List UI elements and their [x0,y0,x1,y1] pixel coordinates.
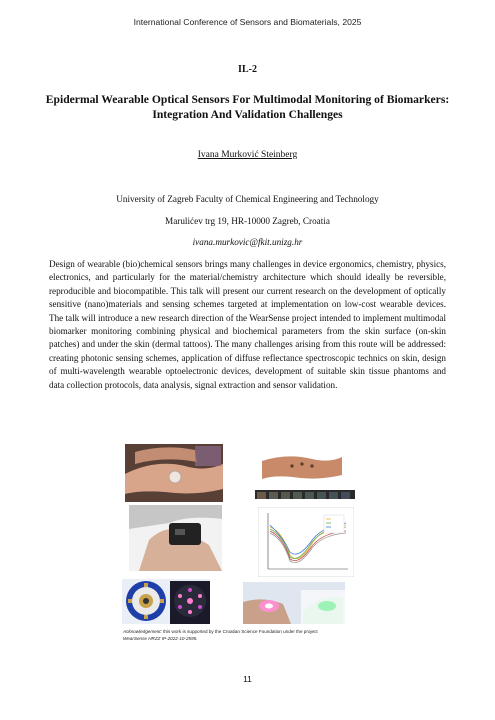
author-name: Ivana Murković Steinberg [197,150,298,160]
page-number: 11 [243,674,252,684]
skin-phantom-led-photo [243,582,345,624]
abstract-text: Design of wearable (bio)chemical sensors brings many challenges in device ergonomics, chemistry, physics, electronics, and particularly for the material/chemistry architecture which should ideally be reversible, reproducible and biocompatible. This talk will present our current research on the development of optically sensitive (nano)materials and sensing schemes targeted at implementation on low-cost wearable devices. The talk will introduce a new research direction of the WearSense project intended to implement multimodal biomarker monitoring combining physical and biochemical parameters from the skin surface (on-skin patches) and under the skin (dermal tattoos). The many challenges arising from this route will be addressed: creating photonic sensing schemes, application of diffuse reflectance spectroscopic technics on skin, design of multi-wavelength wearable optoelectronic devices, development of suitable skin tissue phantoms and data collection protocols, data analysis, signal extraction and sensor validation. [49,259,446,390]
abstract-code: IL-2 [238,64,257,75]
address: Marulićev trg 19, HR-10000 Zagreb, Croatia [165,216,330,226]
acknowledgement-project: WearSense HRZZ IP-2022-10-2595. [123,636,198,641]
wrist-tattoo-photo [262,447,342,483]
acknowledgement-label: Acknowledgement: [123,629,162,634]
hand-device-photo [129,505,222,571]
conference-header: International Conference of Sensors and Biomaterials, 2025 [133,17,362,27]
reflectance-spectra-plot [258,507,354,577]
author [0,150,495,160]
email[interactable]: ivana.murkovic@fkit.unizg.hr [192,237,303,247]
arm-patch-photo [125,444,223,502]
acknowledgement [123,628,373,642]
optoelectronic-device-image [122,579,210,624]
acknowledgement-text: this work is supported by the Croatian Science Foundation under the project [161,629,318,634]
color-swatch-strip [255,488,355,499]
affiliation: University of Zagreb Faculty of Chemical Engineering and Technology [116,194,379,204]
paper-title: Epidermal Wearable Optical Sensors For Multimodal Monitoring of Biomarkers: Integration And Validation Challenges [45,93,450,121]
